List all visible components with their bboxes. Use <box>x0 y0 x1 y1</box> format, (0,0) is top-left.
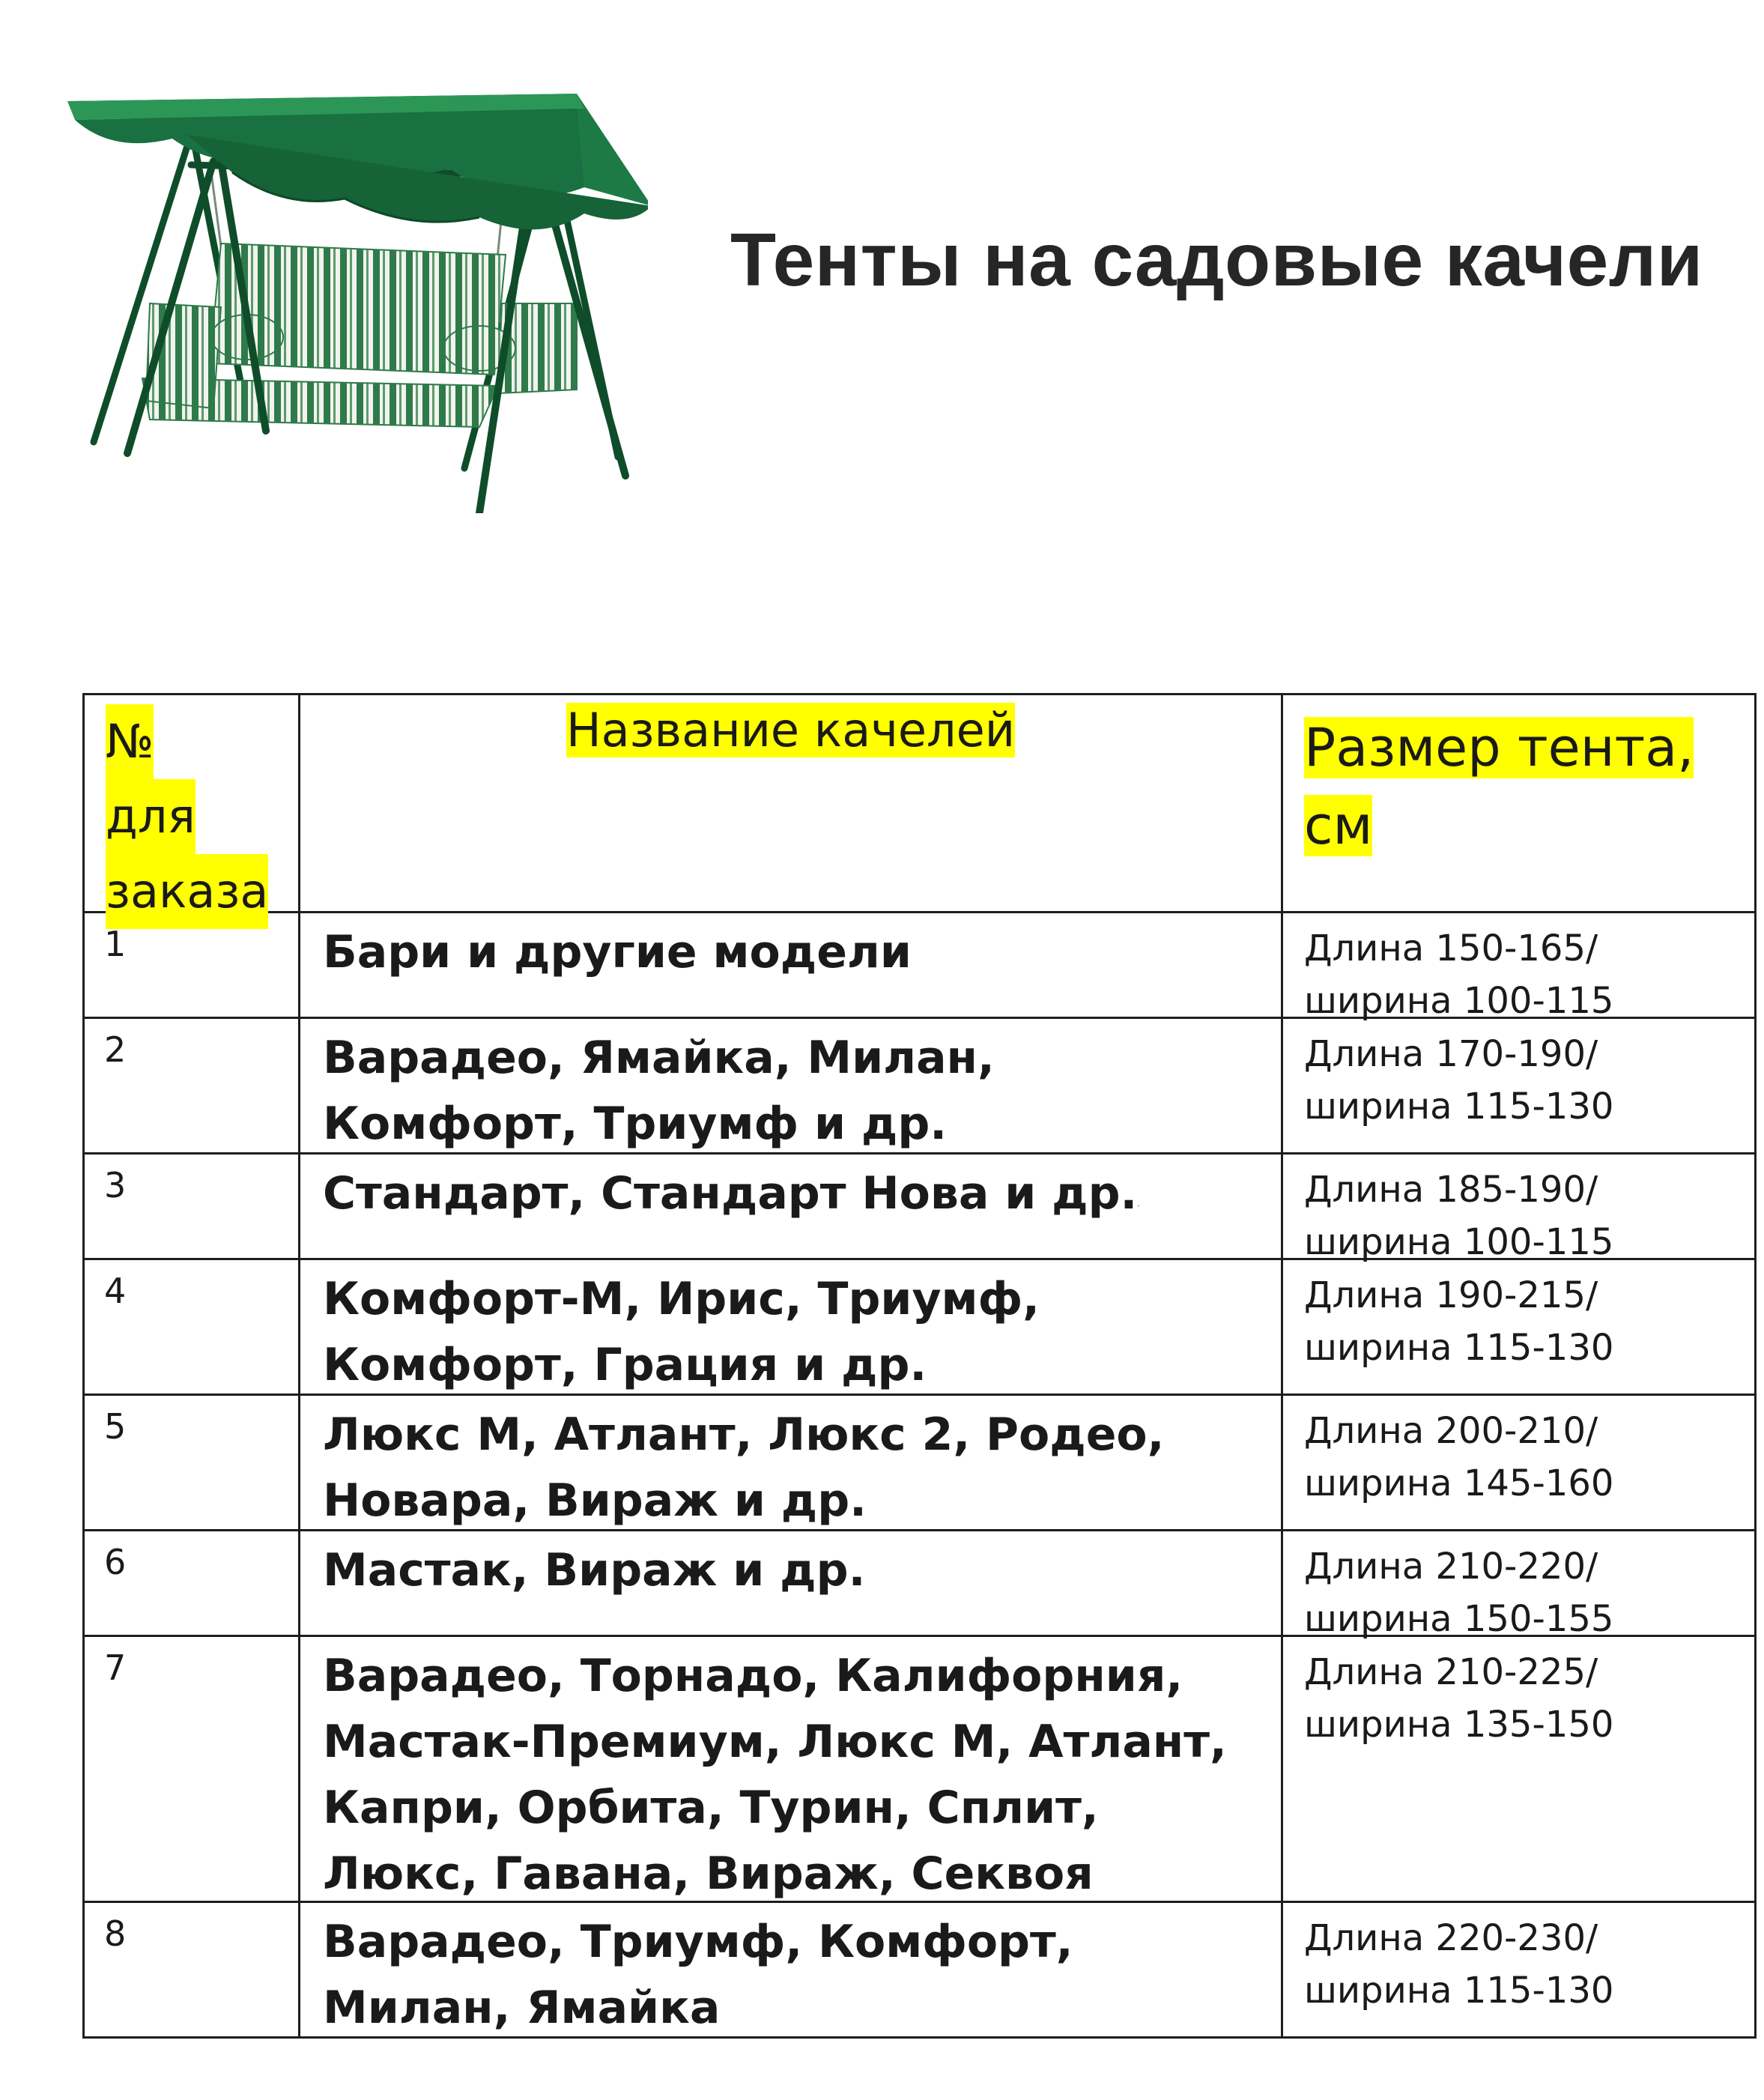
order-number: 4 <box>104 1271 127 1311</box>
header-canopy-size-line1: Размер тента, <box>1304 717 1694 778</box>
table-row <box>84 1531 1756 1636</box>
order-number: 6 <box>104 1542 127 1582</box>
garden-swing-image <box>60 79 648 513</box>
canopy-width: ширина 135-150 <box>1304 1704 1614 1746</box>
canopy-size <box>1283 1396 1754 1529</box>
canopy-size <box>1283 1903 1754 2036</box>
canopy-length: Длина 190-215/ <box>1304 1274 1598 1316</box>
canopy-length: Длина 150-165/ <box>1304 928 1598 969</box>
table-row <box>84 913 1756 1018</box>
canopy-size <box>1283 1531 1754 1640</box>
canopy-size <box>1283 1155 1754 1263</box>
swing-models: Варадео, Торнадо, Калифорния, Мастак-Премиум, Люкс М, Атлант, Капри, Орбита, Турин, Сплит, Люкс, Гавана, Вираж, Секвоя <box>323 1650 1227 1900</box>
header-swing-name-label: Название качелей <box>566 703 1016 757</box>
canopy-width: ширина 115-130 <box>1304 1327 1614 1369</box>
table-row <box>84 1902 1756 2038</box>
order-number: 7 <box>104 1647 127 1688</box>
canopy-size <box>1283 1260 1754 1394</box>
order-number: 1 <box>104 924 127 964</box>
order-number: 3 <box>104 1165 127 1205</box>
canopy-width: ширина 115-130 <box>1304 1086 1614 1128</box>
canopy-length: Длина 210-225/ <box>1304 1651 1598 1693</box>
canopy-width: ширина 145-160 <box>1304 1462 1614 1504</box>
table-row <box>84 1395 1756 1531</box>
table-header-row <box>84 695 1756 913</box>
order-number: 5 <box>104 1406 127 1447</box>
canopy-size <box>1283 1637 1754 1901</box>
header-canopy-size <box>1282 695 1756 913</box>
canopy-length: Длина 185-190/ <box>1304 1169 1598 1211</box>
canopy-length: Длина 170-190/ <box>1304 1033 1598 1075</box>
canopy-width: ширина 100-115 <box>1304 1221 1614 1263</box>
canopy-width: ширина 150-155 <box>1304 1598 1614 1640</box>
swing-models: Варадео, Триумф, Комфорт, Милан, Ямайка <box>323 1916 1073 2034</box>
canopy-width: ширина 115-130 <box>1304 1970 1614 2012</box>
swing-models: Комфорт-М, Ирис, Триумф, Комфорт, Грация и др. <box>323 1273 1040 1391</box>
header-order-number-line2: для <box>106 779 196 854</box>
canopy-size-table <box>82 693 1757 2039</box>
swing-models: Люкс М, Атлант, Люкс 2, Родео, Новара, Вираж и др. <box>323 1408 1165 1527</box>
table-row <box>84 1018 1756 1154</box>
header-order-number-line1: № <box>106 704 154 779</box>
swing-models <box>300 1155 1281 1258</box>
header-order-number-line3: заказа <box>106 854 268 929</box>
table-row <box>84 1259 1756 1395</box>
header-order-number <box>84 695 300 919</box>
canopy-length: Длина 200-210/ <box>1304 1410 1598 1452</box>
canopy-length: Длина 220-230/ <box>1304 1917 1598 1959</box>
canopy-size <box>1283 1019 1754 1152</box>
page-title: Тенты на садовые качели <box>730 218 1703 302</box>
header-swing-name <box>300 695 1282 913</box>
canopy-length: Длина 210-220/ <box>1304 1546 1598 1588</box>
swing-models: Мастак, Вираж и др. <box>323 1544 866 1597</box>
table-row <box>84 1154 1756 1259</box>
stray-mark: · <box>1137 1202 1140 1211</box>
canopy-size <box>1283 913 1754 1022</box>
order-number: 8 <box>104 1913 127 1954</box>
table-row <box>84 1636 1756 1902</box>
swing-models: Бари и другие модели <box>323 926 912 978</box>
swing-models: Варадео, Ямайка, Милан, Комфорт, Триумф и др. <box>323 1032 995 1150</box>
canopy-width: ширина 100-115 <box>1304 980 1614 1022</box>
swing-models-text: Стандарт, Стандарт Нова и др. <box>323 1167 1138 1220</box>
order-number: 2 <box>104 1029 127 1070</box>
header-canopy-size-line2: см <box>1304 795 1373 856</box>
